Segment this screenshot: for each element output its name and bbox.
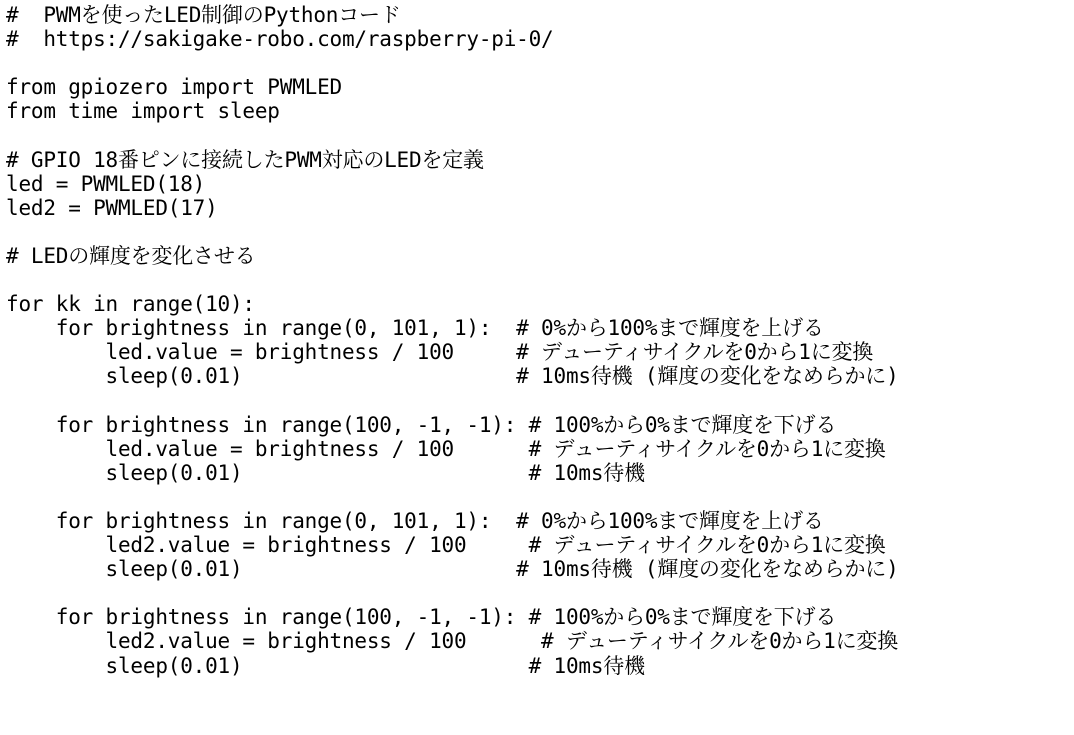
code-line: sleep(0.01) # 10ms待機	[6, 653, 645, 678]
code-line: from gpiozero import PWMLED	[6, 75, 342, 100]
code-line: # LEDの輝度を変化させる	[6, 243, 256, 268]
code-line: # GPIO 18番ピンに接続したPWM対応のLEDを定義	[6, 147, 484, 172]
code-line: for brightness in range(0, 101, 1): # 0%から100%まで輝度を上げる	[6, 508, 824, 533]
code-line: sleep(0.01) # 10ms待機 (輝度の変化をなめらかに)	[6, 364, 899, 389]
code-line: led2.value = brightness / 100 # デューティサイクルを0から1に変換	[6, 629, 898, 654]
code-line: # PWMを使ったLED制御のPythonコード	[6, 3, 401, 27]
code-line: # https://sakigake-robo.com/raspberry-pi-0/	[6, 27, 554, 52]
code-line: for brightness in range(0, 101, 1): # 0%から100%まで輝度を上げる	[6, 316, 824, 341]
code-line: for kk in range(10):	[6, 292, 255, 317]
code-line	[6, 220, 1066, 244]
code-line: for brightness in range(100, -1, -1): # 100%から0%まで輝度を下げる	[6, 605, 837, 630]
code-line: sleep(0.01) # 10ms待機	[6, 460, 645, 485]
code-line: led2.value = brightness / 100 # デューティサイクルを0から1に変換	[6, 533, 886, 558]
code-line	[6, 581, 1066, 605]
code-line: led.value = brightness / 100 # デューティサイクルを0から1に変換	[6, 340, 874, 365]
code-editor[interactable]	[6, 3, 1066, 678]
code-line: sleep(0.01) # 10ms待機 (輝度の変化をなめらかに)	[6, 557, 899, 582]
code-line: led.value = brightness / 100 # デューティサイクルを0から1に変換	[6, 436, 886, 461]
code-line: for brightness in range(100, -1, -1): # 100%から0%まで輝度を下げる	[6, 412, 837, 437]
code-line	[6, 268, 1066, 292]
code-line: led = PWMLED(18)	[6, 171, 206, 196]
code-line: led2 = PWMLED(17)	[6, 195, 218, 220]
code-line	[6, 51, 1066, 75]
code-line: from time import sleep	[6, 99, 280, 124]
code-line	[6, 389, 1066, 413]
code-line	[6, 485, 1066, 509]
code-line	[6, 123, 1066, 147]
